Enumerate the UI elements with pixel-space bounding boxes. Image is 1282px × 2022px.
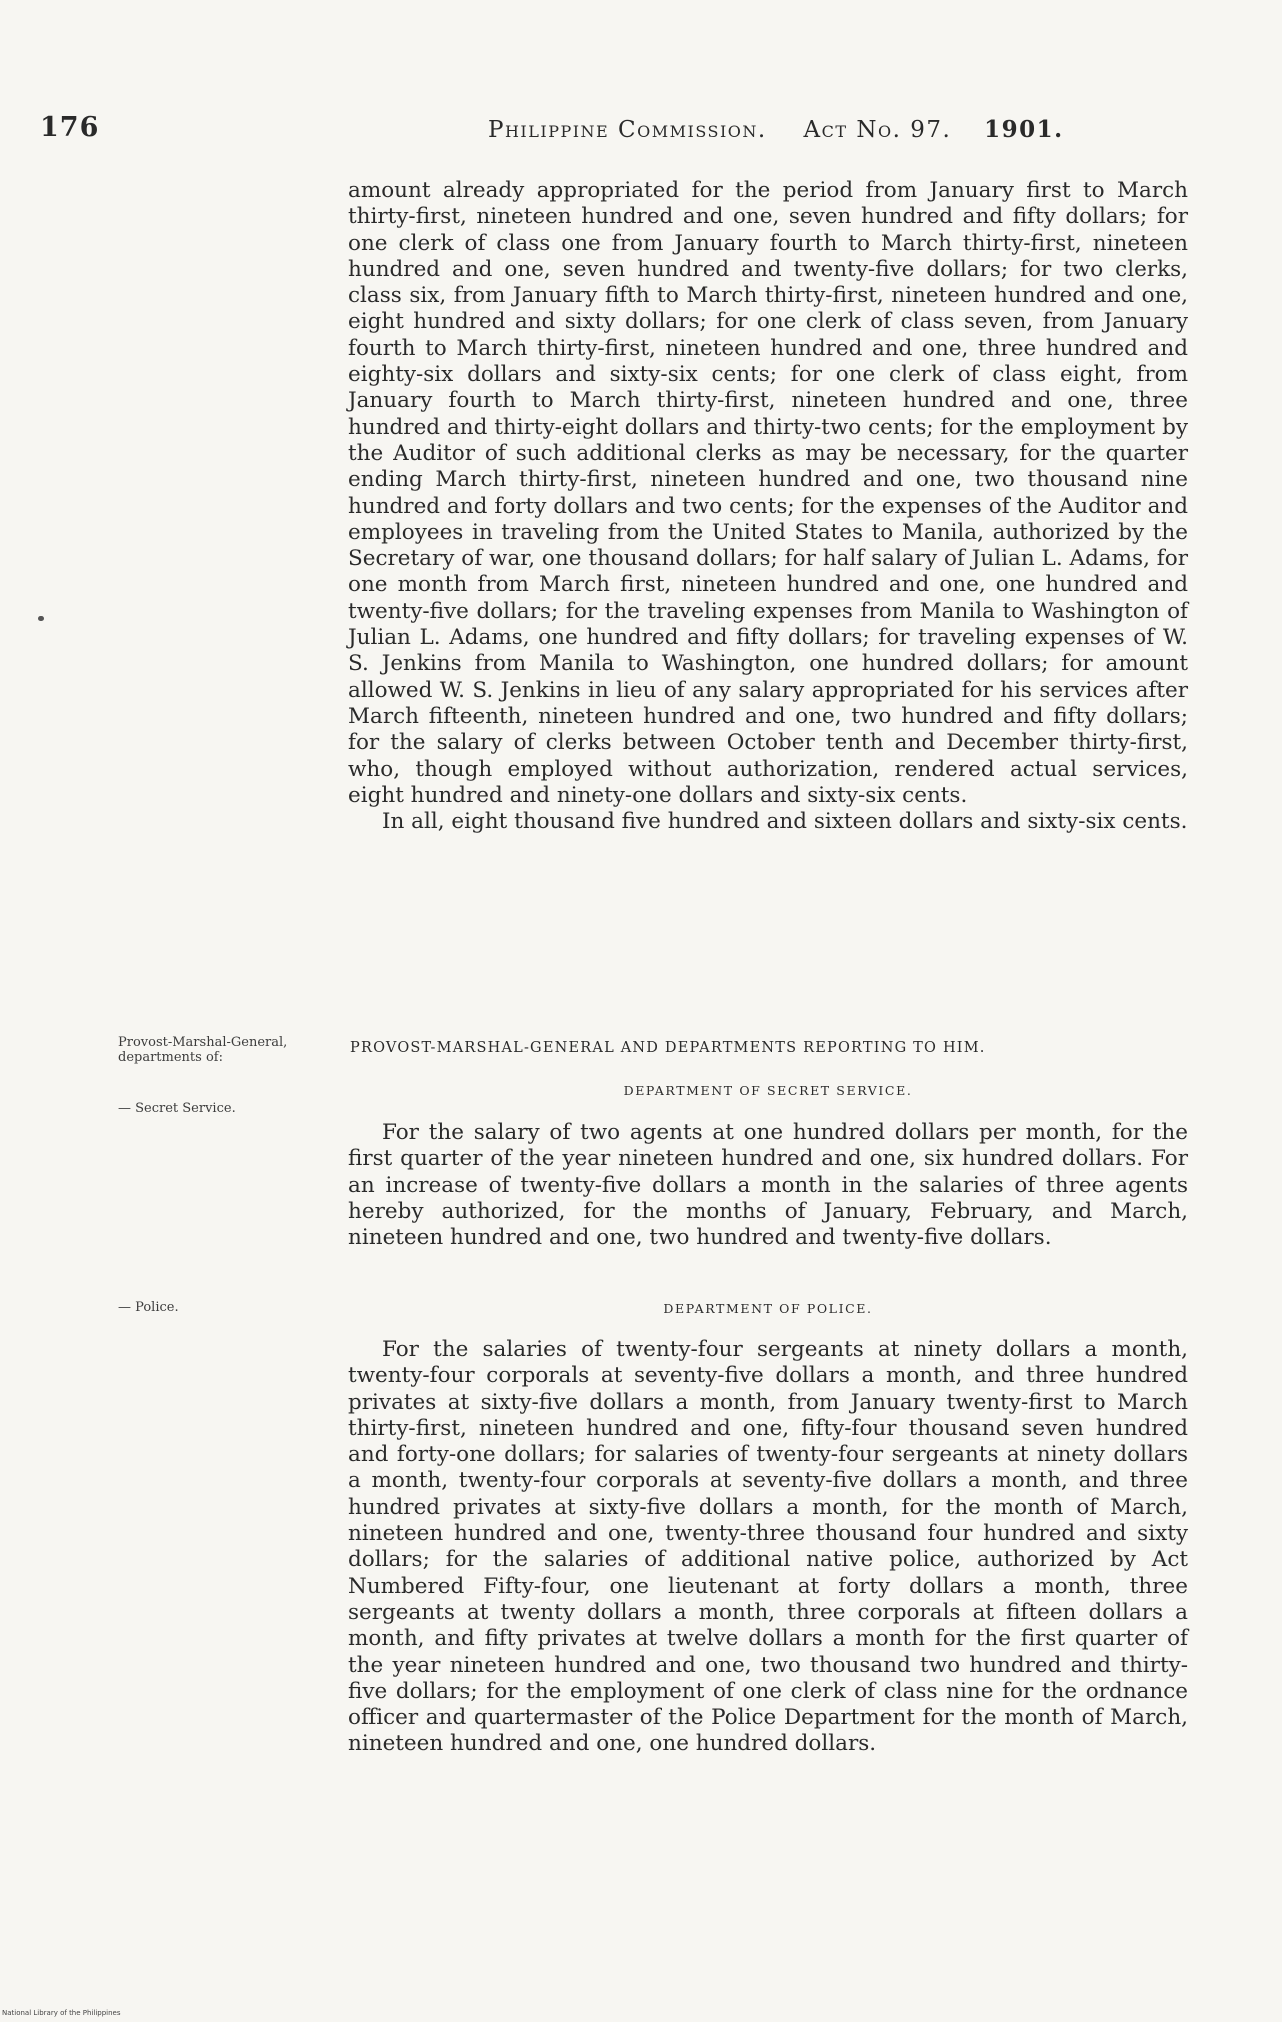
running-head-year: 1901.	[984, 116, 1064, 143]
running-head-title: Philippine Commission.	[488, 117, 767, 143]
running-head	[488, 116, 1064, 143]
police-text	[348, 1337, 1188, 1758]
subheading-police: DEPARTMENT OF POLICE.	[663, 1301, 873, 1316]
margin-note-police: — Police.	[118, 1300, 179, 1315]
page-number: 176	[40, 112, 100, 143]
opening-paragraph: amount already appropriated for the period from January first to March thirty-first, nineteen hundred and one, seven hundred and fifty dollars; for one clerk of class one from January fourth to March thirty-first, nineteen hundred and one, seven hundred and twenty-five dollars; for two clerks, class six, from January fifth to March thirty-first, nineteen hundred and one, eight hundred and sixty dollars; for one clerk of class seven, from January fourth to March thirty-first, nineteen hundred and one, three hundred and eighty-six dollars and sixty-six cents; for one clerk of class eight, from January fourth to March thirty-first, nineteen hundred and one, three hundred and thirty-eight dollars and thirty-two cents; for the employment by the Auditor of such additional clerks as may be necessary, for the quarter ending March thirty-first, nineteen hundred and one, two thousand nine hundred and forty dollars and two cents; for the expenses of the Auditor and employees in traveling from the United States to Manila, authorized by the Secretary of war, one thousand dollars; for half salary of Julian L. Adams, for one month from March first, nineteen hundred and one, one hundred and twenty-five dollars; for the traveling expenses from Manila to Washington of Julian L. Adams, one hundred and fifty dollars; for traveling expenses of W. S. Jenkins from Manila to Washington, one hundred dollars; for amount allowed W. S. Jenkins in lieu of any salary appropriated for his services after March fifteenth, nineteen hundred and one, two hundred and fifty dollars; for the salary of clerks between October tenth and December thirty-first, who, though employed without authorization, rendered actual services, eight hundred and ninety-one dollars and sixty-six cents.	[348, 178, 1188, 808]
margin-note-secret-service: — Secret Service.	[118, 1101, 236, 1116]
total-paragraph: In all, eight thousand five hundred and sixteen dollars and sixty-six cents.	[382, 809, 1188, 835]
section-heading-provost: PROVOST-MARSHAL-GENERAL AND DEPARTMENTS REPORTING TO HIM.	[350, 1040, 986, 1056]
margin-note-provost: Provost-Marshal-General, departments of:	[118, 1035, 288, 1065]
appropriations-text	[348, 178, 1188, 835]
scan-imprint: National Library of the Philippines	[2, 2009, 121, 2017]
running-head-act: Act No. 97.	[803, 117, 952, 143]
scan-speck	[38, 616, 44, 621]
secret-service-paragraph: For the salary of two agents at one hundred dollars per month, for the first quarter of the year nineteen hundred and one, six hundred dollars. For an increase of twenty-five dollars a month in the salaries of three agents hereby authorized, for the months of January, February, and March, nineteen hundred and one, two hundred and twenty-five dollars.	[348, 1120, 1188, 1251]
police-paragraph: For the salaries of twenty-four sergeants at ninety dollars a month, twenty-four corporals at seventy-five dollars a month, and three hundred privates at sixty-five dollars a month, from January twenty-first to March thirty-first, nineteen hundred and one, fifty-four thousand seven hundred and forty-one dollars; for salaries of twenty-four sergeants at ninety dollars a month, twenty-four corporals at seventy-five dollars a month, and three hundred privates at sixty-five dollars a month, for the month of March, nineteen hundred and one, twenty-three thousand four hundred and sixty dollars; for the salaries of additional native police, authorized by Act Numbered Fifty-four, one lieutenant at forty dollars a month, three sergeants at twenty dollars a month, three corporals at fifteen dollars a month, and fifty privates at twelve dollars a month for the first quarter of the year nineteen hundred and one, two thousand two hundred and thirty-five dollars; for the employment of one clerk of class nine for the ordnance officer and quartermaster of the Police Department for the month of March, nineteen hundred and one, one hundred dollars.	[348, 1337, 1188, 1757]
secret-service-text	[348, 1120, 1188, 1251]
subheading-secret-service: DEPARTMENT OF SECRET SERVICE.	[623, 1083, 913, 1098]
